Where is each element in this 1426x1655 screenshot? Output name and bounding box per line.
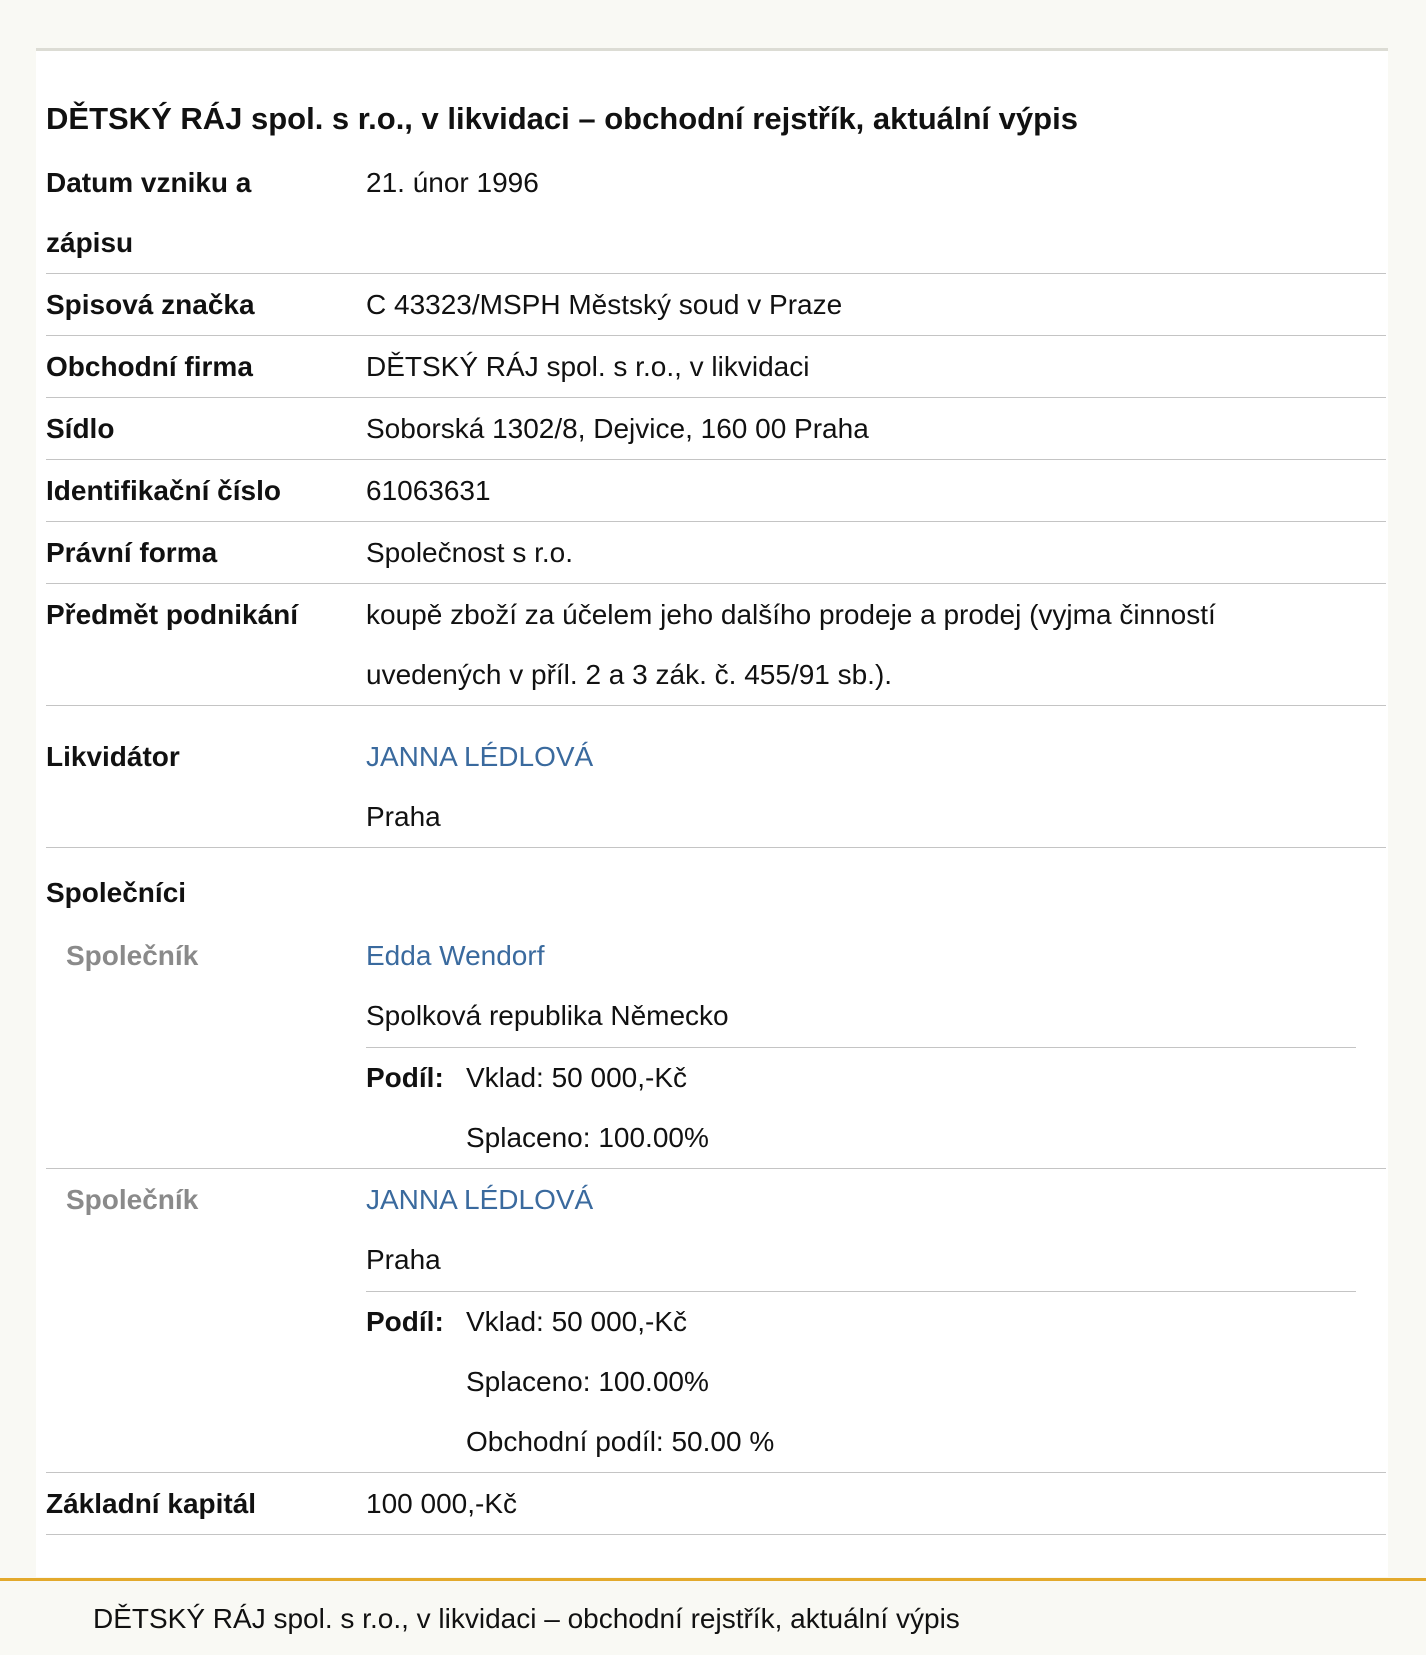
row-identifikacni-cislo — [46, 461, 1386, 522]
spolecnik-place: Spolková republika Německo — [366, 1000, 729, 1031]
row-label: Identifikační číslo — [46, 475, 281, 506]
page-title: DĚTSKÝ RÁJ spol. s r.o., v likvidaci – obchodní rejstřík, aktuální výpis — [46, 101, 1078, 136]
spolecnik-label: Společník — [66, 1184, 199, 1215]
row-label: Základní kapitál — [46, 1488, 257, 1519]
podil-block — [366, 1047, 1356, 1168]
row-value — [366, 727, 1366, 847]
spolecnik-row — [46, 926, 1386, 1169]
spolecnik-place: Praha — [366, 1244, 441, 1275]
spolecnik-row — [46, 1170, 1386, 1473]
row-value: 100 000,-Kč — [366, 1488, 517, 1519]
podil-block — [366, 1291, 1356, 1472]
row-datum-vzniku — [46, 153, 1386, 274]
spolecnici-heading: Společníci — [46, 877, 187, 908]
row-value: koupě zboží za účelem jeho dalšího prodeje a prodej (vyjma činností uvedených v příl. 2 a 3 zák. č. 455/91 sb.). — [366, 599, 1216, 690]
spolecnik-name-link[interactable]: Edda Wendorf — [366, 940, 545, 971]
footer-title: DĚTSKÝ RÁJ spol. s r.o., v likvidaci – obchodní rejstřík, aktuální výpis — [93, 1603, 960, 1634]
row-predmet-podnikani — [46, 585, 1386, 706]
row-obchodni-firma — [46, 337, 1386, 398]
splaceno: Splaceno: 100.00% — [466, 1366, 709, 1397]
row-label: Předmět podnikání — [46, 599, 299, 630]
row-value: Společnost s r.o. — [366, 537, 574, 568]
row-value: DĚTSKÝ RÁJ spol. s r.o., v likvidaci — [366, 351, 810, 382]
row-pravni-forma — [46, 523, 1386, 584]
podil-label: Podíl: — [366, 1306, 444, 1337]
footer-bar — [0, 1578, 1426, 1655]
row-spisova-znacka — [46, 275, 1386, 336]
row-likvidator — [46, 727, 1386, 848]
vklad: Vklad: 50 000,-Kč — [466, 1062, 688, 1093]
row-value: C 43323/MSPH Městský soud v Praze — [366, 289, 843, 320]
spolecnik-info — [366, 926, 1366, 1046]
spolecnik-label: Společník — [66, 940, 199, 971]
row-label: Obchodní firma — [46, 351, 253, 382]
row-zakladni-kapital — [46, 1474, 1386, 1535]
podil-label: Podíl: — [366, 1062, 444, 1093]
row-value: 61063631 — [366, 475, 491, 506]
spolecnik-info — [366, 1170, 1366, 1290]
splaceno: Splaceno: 100.00% — [466, 1122, 709, 1153]
likvidator-place: Praha — [366, 801, 441, 832]
vklad: Vklad: 50 000,-Kč — [466, 1306, 688, 1337]
row-label: Spisová značka — [46, 289, 255, 320]
spolecnik-name-link[interactable]: JANNA LÉDLOVÁ — [366, 1184, 594, 1215]
row-label: Datum vzniku a zápisu — [46, 167, 252, 258]
row-label: Právní forma — [46, 537, 218, 568]
row-value: Soborská 1302/8, Dejvice, 160 00 Praha — [366, 413, 869, 444]
row-label: Sídlo — [46, 413, 115, 444]
row-label: Likvidátor — [46, 741, 180, 772]
likvidator-name-link[interactable]: JANNA LÉDLOVÁ — [366, 741, 594, 772]
row-sidlo — [46, 399, 1386, 460]
obchodni-podil: Obchodní podíl: 50.00 % — [466, 1426, 775, 1457]
row-value: 21. únor 1996 — [366, 167, 539, 198]
